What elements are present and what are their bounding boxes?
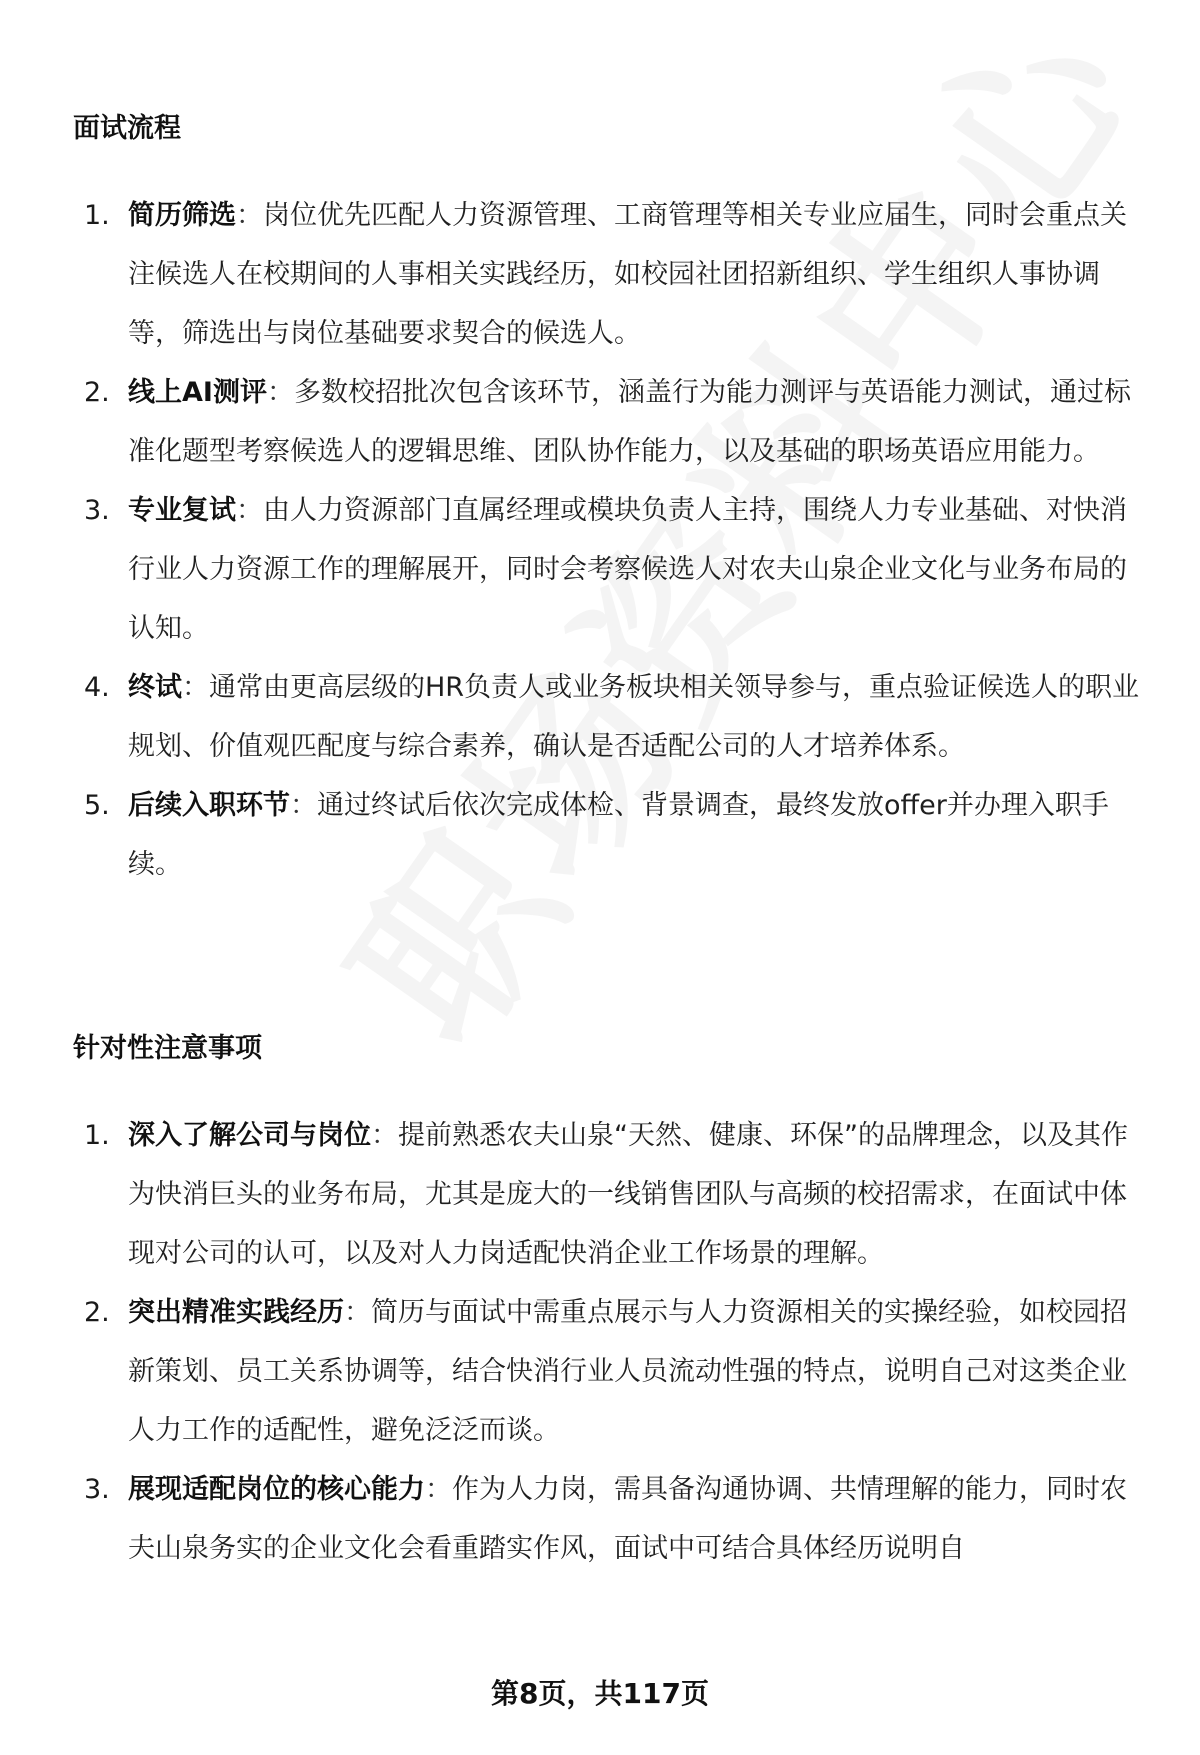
item-term: 终试 [128, 672, 182, 703]
list-number: 5. [84, 790, 110, 821]
key-notes-list [0, 1106, 1200, 1578]
item-term: 简历筛选 [128, 200, 236, 231]
item-term: 展现适配岗位的核心能力 [128, 1474, 425, 1505]
list-number: 1. [84, 200, 110, 231]
item-term: 突出精准实践经历 [128, 1297, 344, 1328]
interview-process-list [0, 186, 1200, 894]
item-colon: ： [290, 790, 317, 821]
item-colon: ： [236, 200, 263, 231]
item-term: 后续入职环节 [128, 790, 290, 821]
list-item [0, 363, 1200, 481]
list-item [0, 658, 1200, 776]
item-description: 作为人力岗，需具备沟通协调、共情理解的能力，同时农夫山泉务实的企业文化会看重踏实作风，面试中可结合具体经历说明自 [128, 1474, 1127, 1564]
item-description: 简历与面试中需重点展示与人力资源相关的实操经验，如校园招新策划、员工关系协调等，结合快消行业人员流动性强的特点，说明自己对这类企业人力工作的适配性，避免泛泛而谈。 [128, 1297, 1127, 1446]
item-colon: ： [182, 672, 209, 703]
item-description: 由人力资源部门直属经理或模块负责人主持，围绕人力专业基础、对快消行业人力资源工作的理解展开，同时会考察候选人对农夫山泉企业文化与业务布局的认知。 [128, 495, 1127, 644]
list-item [0, 776, 1200, 894]
item-term: 线上AI测评 [128, 377, 267, 408]
item-description: 多数校招批次包含该环节，涵盖行为能力测评与英语能力测试，通过标准化题型考察候选人的逻辑思维、团队协作能力，以及基础的职场英语应用能力。 [128, 377, 1131, 467]
list-number: 3. [84, 1474, 110, 1505]
list-number: 4. [84, 672, 110, 703]
list-item [0, 481, 1200, 658]
item-term: 深入了解公司与岗位 [128, 1120, 371, 1151]
list-number: 2. [84, 1297, 110, 1328]
item-description: 通过终试后依次完成体检、背景调查，最终发放offer并办理入职手续。 [128, 790, 1109, 880]
item-colon: ： [266, 377, 294, 408]
list-number: 2. [84, 377, 110, 408]
item-description: 提前熟悉农夫山泉“天然、健康、环保”的品牌理念，以及其作为快消巨头的业务布局，尤其是庞大的一线销售团队与高频的校招需求，在面试中体现对公司的认可，以及对人力岗适配快消企业工作场景的理解。 [128, 1120, 1128, 1269]
item-colon: ： [344, 1297, 371, 1328]
list-number: 3. [84, 495, 110, 526]
page-number-footer: 第8页，共117页 [491, 1677, 709, 1710]
list-item [0, 1460, 1200, 1578]
section-title-interview-process: 面试流程 [73, 113, 181, 144]
section-title-key-notes: 针对性注意事项 [73, 1033, 262, 1064]
list-item [0, 1106, 1200, 1283]
item-description: 通常由更高层级的HR负责人或业务板块相关领导参与，重点验证候选人的职业规划、价值观匹配度与综合素养，确认是否适配公司的人才培养体系。 [128, 672, 1140, 762]
item-colon: ： [371, 1120, 398, 1151]
item-colon: ： [236, 495, 263, 526]
list-item [0, 186, 1200, 363]
item-description: 岗位优先匹配人力资源管理、工商管理等相关专业应届生，同时会重点关注候选人在校期间的人事相关实践经历，如校园社团招新组织、学生组织人事协调等，筛选出与岗位基础要求契合的候选人。 [128, 200, 1127, 349]
list-item [0, 1283, 1200, 1460]
list-number: 1. [84, 1120, 110, 1151]
item-term: 专业复试 [128, 495, 236, 526]
item-colon: ： [425, 1474, 452, 1505]
